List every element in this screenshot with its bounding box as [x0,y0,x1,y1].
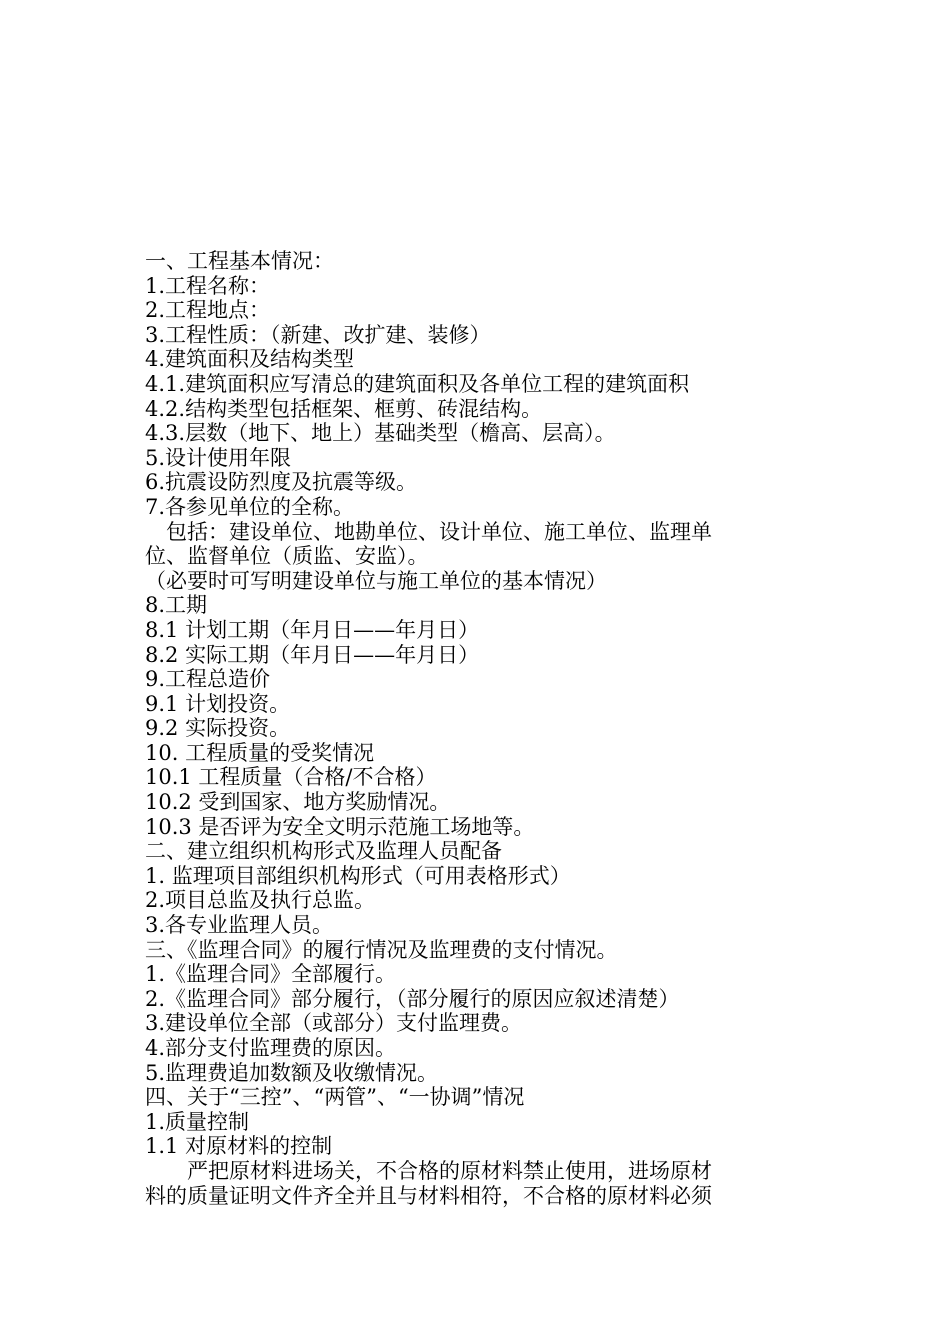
section-heading-4: 四、关于“三控”、“两管”、“一协调”情况 [145,1085,525,1110]
text-line: 3.建设单位全部（或部分）支付监理费。 [145,1011,523,1036]
text-line: 9.工程总造价 [145,667,271,692]
text-line: 10. 工程质量的受奖情况 [145,740,375,765]
section-heading-3: 三、《监理合同》的履行情况及监理费的支付情况。 [145,937,618,962]
text-line: 2.项目总监及执行总监。 [145,888,376,913]
text-line: 1. 监理项目部组织机构形式（可用表格形式） [145,863,571,888]
text-line: 8.工期 [145,593,208,618]
document-body [145,249,810,1208]
text-line: 9.2 实际投资。 [145,716,291,741]
text-line: （必要时可写明建设单位与施工单位的基本情况） [145,568,607,593]
text-line: 料的质量证明文件齐全并且与材料相符，不合格的原材料必须 [145,1183,712,1208]
text-line: 4.部分支付监理费的原因。 [145,1036,397,1060]
text-line: 7.各参见单位的全称。 [145,494,355,519]
text-line: 包括：建设单位、地勘单位、设计单位、施工单位、监理单 [166,519,712,544]
text-line: 2.工程地点： [145,298,271,323]
text-line: 6.抗震设防烈度及抗震等级。 [145,470,418,495]
text-line: 2.《监理合同》部分履行，（部分履行的原因应叙述清楚） [145,986,680,1011]
text-line: 4.2.结构类型包括框架、框剪、砖混结构。 [145,396,543,421]
text-line: 3.各专业监理人员。 [145,913,334,938]
text-line: 10.2 受到国家、地方奖励情况。 [145,790,451,815]
text-line: 8.1 计划工期（年月日——年月日） [145,617,480,642]
text-line: 1.工程名称： [145,273,271,298]
text-line: 1.质量控制 [145,1109,250,1134]
text-line: 4.1.建筑面积应写清总的建筑面积及各单位工程的建筑面积 [145,371,690,396]
text-line: 4.3.层数（地下、地上）基础类型（檐高、层高）。 [145,421,616,446]
text-line: 9.1 计划投资。 [145,691,291,716]
text-line: 8.2 实际工期（年月日——年月日） [145,642,480,667]
text-line: 5.监理费追加数额及收缴情况。 [145,1060,439,1085]
text-line: 1.1 对原材料的控制 [145,1134,333,1159]
section-heading-1: 一、工程基本情况： [145,249,334,273]
text-line: 10.3 是否评为安全文明示范施工场地等。 [145,814,535,839]
text-line: 10.1 工程质量（合格/不合格） [145,765,437,790]
text-line: 5.设计使用年限 [145,445,292,470]
text-line: 严把原材料进场关，不合格的原材料禁止使用，进场原材 [187,1158,712,1183]
section-heading-2: 二、建立组织机构形式及监理人员配备 [145,839,502,864]
text-line: 1.《监理合同》全部履行。 [145,962,397,987]
text-line: 4.建筑面积及结构类型 [145,347,355,372]
text-line: 3.工程性质：（新建、改扩建、装修） [145,322,491,347]
text-line: 位、监督单位（质监、安监）。 [145,544,429,569]
